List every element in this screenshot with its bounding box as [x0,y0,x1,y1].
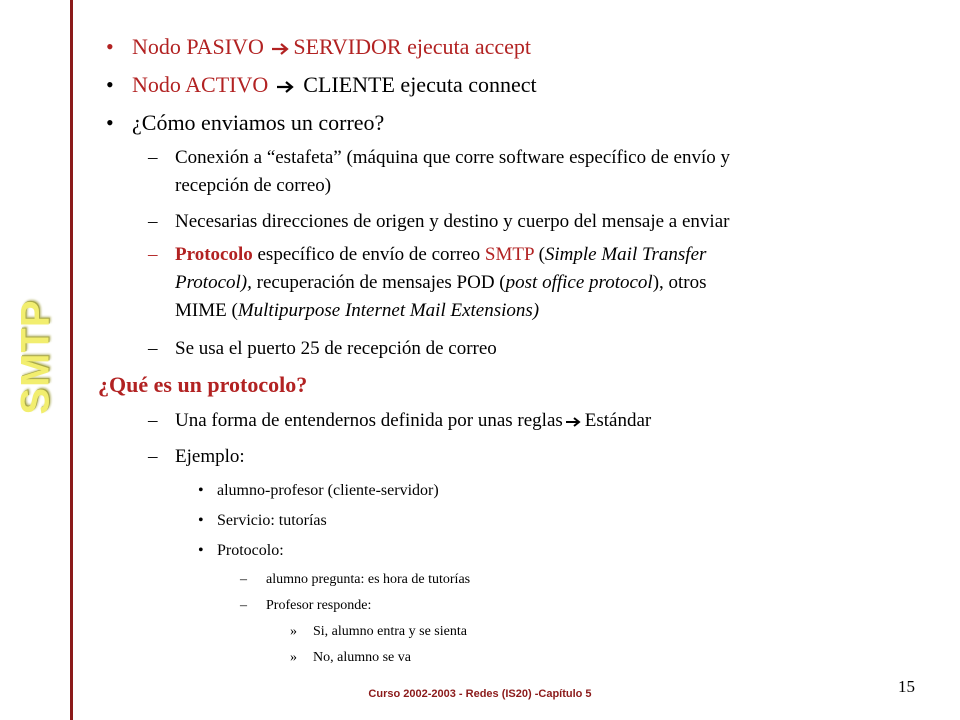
arrow-right-icon [565,415,583,429]
dash-marker: – [240,572,247,587]
bullet-marker: • [198,542,204,559]
bullet-marker: • [198,512,204,529]
bullet-marker: • [198,482,204,499]
sub-item-continuation: recepción de correo) [175,175,332,196]
dash-marker: – [148,244,158,265]
slide: SMTP • Nodo PASIVO SERVIDOR ejecuta accept • Nodo ACTIVO CLIENTE ejecuta connect • ¿Cómo enviamos un correo? – Conexión a “estafeta” (máquina que corre software específico de envío y recepción de correo) – Necesarias direcciones de origen y destino y cuerpo del mensaje a enviar – Protocolo específico de envío de correo SMTP (Simple Mail Transfer Protocol), recuperación de mensajes POD (post office protocol), otros MIME (Multipurpose Internet Mail Extensions) – Se usa el puerto 25 de recepción de correo ¿Qué es un protocolo? – Una forma de entendernos definida por unas reglas Estándar – Ejemplo: • alumno-profesor (cliente-servidor) • Servicio: tutorías • Protocolo: – alumno pregunta: es hora de tutorías – Profesor responde: » Si, alumno entra y se sienta » No, alumno se va Curso 2002-2003 - Redes (IS20) -Capítulo 5 15 [0,0,960,720]
sub-item-continuation: Protocol), recuperación de mensajes POD (post office protocol), otros [175,272,707,293]
bullet-text: Nodo ACTIVO CLIENTE ejecuta connect [132,72,537,97]
bullet-text: Nodo PASIVO SERVIDOR ejecuta accept [132,34,532,59]
bullet-marker: • [106,72,114,97]
bullet-text: ¿Cómo enviamos un correo? [132,110,385,135]
slide-footer: Curso 2002-2003 - Redes (IS20) -Capítulo 5 [368,688,592,700]
raquo-marker: » [290,650,297,665]
dash-marker: – [148,446,158,467]
dash-marker: – [148,410,158,431]
section-heading: ¿Qué es un protocolo? [98,372,308,397]
bullet-marker: • [106,110,114,135]
dash-marker: – [240,598,247,613]
dash-marker: – [148,147,158,168]
raquo-marker: » [290,624,297,639]
dash-marker: – [148,338,158,359]
dash-marker: – [148,211,158,232]
bullet-marker: • [106,34,114,59]
sub-item-continuation: MIME (Multipurpose Internet Mail Extensions) [175,300,540,321]
arrow-right-icon [276,79,296,95]
page-number: 15 [898,677,915,696]
vertical-rule [70,0,73,720]
arrow-right-icon [271,41,291,57]
